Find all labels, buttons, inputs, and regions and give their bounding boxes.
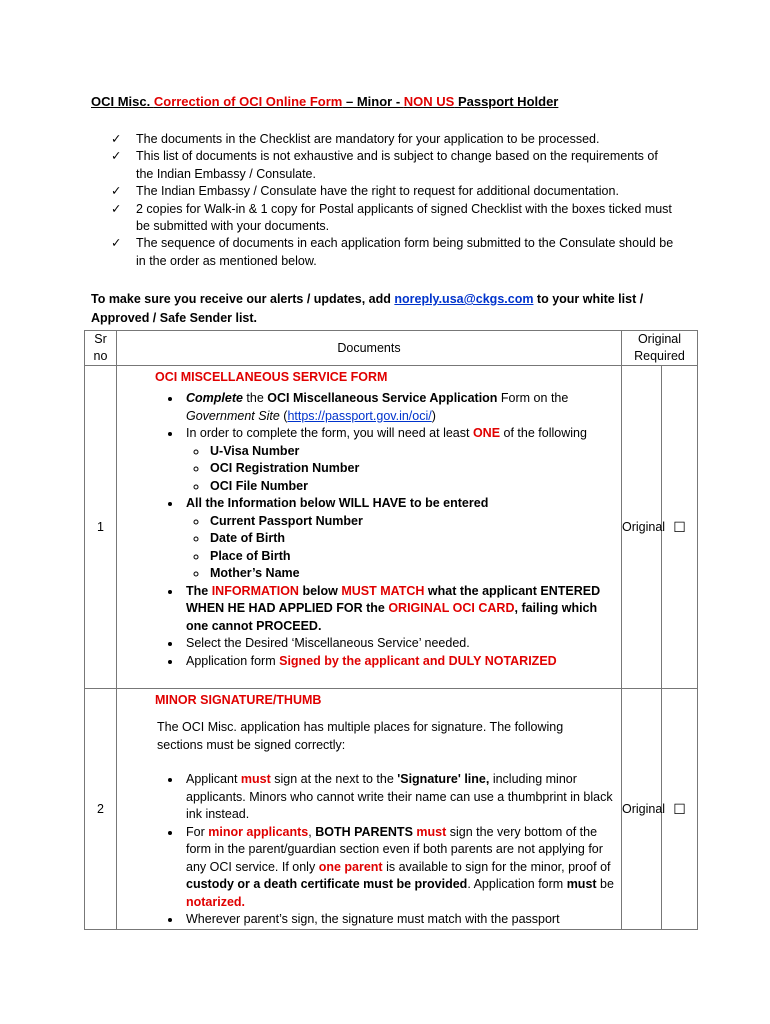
original-required-header: Original Required <box>622 331 698 366</box>
checkmark-icon: ✓ <box>111 132 122 146</box>
row-number: 1 <box>85 366 117 689</box>
section-heading: OCI MISCELLANEOUS SERVICE FORM <box>155 370 388 384</box>
section-heading: MINOR SIGNATURE/THUMB <box>155 693 322 707</box>
list-item: • Application form Signed by the applicant and DULY NOTARIZED <box>182 653 621 671</box>
sub-list-item: ◦ Current Passport Number <box>208 513 621 531</box>
sub-list-item: ◦ OCI File Number <box>208 478 621 496</box>
checkmark-icon: ✓ <box>111 201 122 216</box>
list-item: • Select the Desired ‘Miscellaneous Service’ needed. <box>182 635 621 653</box>
checklist-item: ✓ The documents in the Checklist are mandatory for your application to be processed. <box>108 131 678 148</box>
sub-list-item: ◦ Place of Birth <box>208 548 621 566</box>
table-row <box>85 689 698 930</box>
list-item: • The INFORMATION below MUST MATCH what the applicant ENTERED WHEN HE HAD APPLIED FOR the ORIGINAL OCI CARD, failing which one cannot PROCEED. <box>182 583 621 636</box>
list-item: • Wherever parent’s sign, the signature must match with the passport <box>182 911 621 929</box>
requirements-checklist <box>108 131 678 270</box>
email-link[interactable]: noreply.usa@ckgs.com <box>394 292 534 306</box>
instruction-list <box>117 390 621 670</box>
sub-list-item: ◦ U-Visa Number <box>208 443 621 461</box>
sub-list-item: ◦ Date of Birth <box>208 530 621 548</box>
row-number: 2 <box>85 689 117 930</box>
list-item: • Applicant must sign at the next to the 'Signature' line, including minor applicants. Minors who cannot write their name can use a thumbprint in black ink instead. <box>182 771 621 824</box>
checkmark-icon: ✓ <box>111 184 122 199</box>
sr-no-header: Sr no <box>85 331 117 366</box>
documents-table <box>84 330 698 930</box>
sub-list-item: ◦ OCI Registration Number <box>208 460 621 478</box>
checkbox[interactable]: ☐ <box>662 366 698 689</box>
list-item: • Complete the OCI Miscellaneous Service Application Form on the Government Site (https://passport.gov.in/oci/) <box>182 390 621 425</box>
checkbox[interactable]: ☐ <box>662 689 698 930</box>
table-header-row <box>85 331 698 366</box>
sub-list-item: ◦ Mother’s Name <box>208 565 621 583</box>
document-cell <box>117 366 622 689</box>
checklist-item: ✓ The sequence of documents in each application form being submitted to the Consulate should be in the order as mentioned below. <box>111 236 674 268</box>
checklist-item: ✓ The Indian Embassy / Consulate have the right to request for additional documentation. <box>108 183 678 200</box>
documents-header: Documents <box>117 331 622 366</box>
instruction-list <box>117 771 621 929</box>
intro-paragraph: The OCI Misc. application has multiple places for signature. The following sections must be signed correctly: <box>157 720 564 752</box>
whitelist-alert: To make sure you receive our alerts / updates, add noreply.usa@ckgs.com to your white list / Approved / Safe Sender list. <box>91 292 644 325</box>
checkmark-icon: ✓ <box>111 236 122 251</box>
list-item: • For minor applicants, BOTH PARENTS must sign the very bottom of the form in the parent/guardian section even if both parents are not applying for any OCI service. If only one parent is available to sign for the minor, proof of custody or a death certificate must be provided. Application form must be notarized. <box>182 824 621 912</box>
checklist-item: ✓ 2 copies for Walk-in & 1 copy for Postal applicants of signed Checklist with the boxes ticked must be submitted with your documents. <box>111 201 672 234</box>
government-site-link[interactable]: https://passport.gov.in/oci/ <box>287 408 432 423</box>
checklist-item: ✓ This list of documents is not exhaustive and is subject to change based on the requirements of the Indian Embassy / Consulate. <box>111 149 658 181</box>
list-item: • In order to complete the form, you will need at least ONE of the following ◦ U-Visa Number ◦ OCI Registration Number ◦ OCI File Number <box>182 425 621 495</box>
list-item: • All the Information below WILL HAVE to be entered ◦ Current Passport Number ◦ Date of Birth ◦ Place of Birth ◦ Mother’s Name <box>182 495 621 583</box>
original-required-value: Original <box>622 366 662 689</box>
original-required-value: Original <box>622 689 662 930</box>
sub-list <box>186 443 621 496</box>
page-title: OCI Misc. Correction of OCI Online Form – Minor - NON US Passport Holder <box>91 94 559 109</box>
checkmark-icon: ✓ <box>111 149 122 164</box>
document-cell <box>117 689 622 930</box>
table-row <box>85 366 698 689</box>
sub-list <box>186 513 621 583</box>
